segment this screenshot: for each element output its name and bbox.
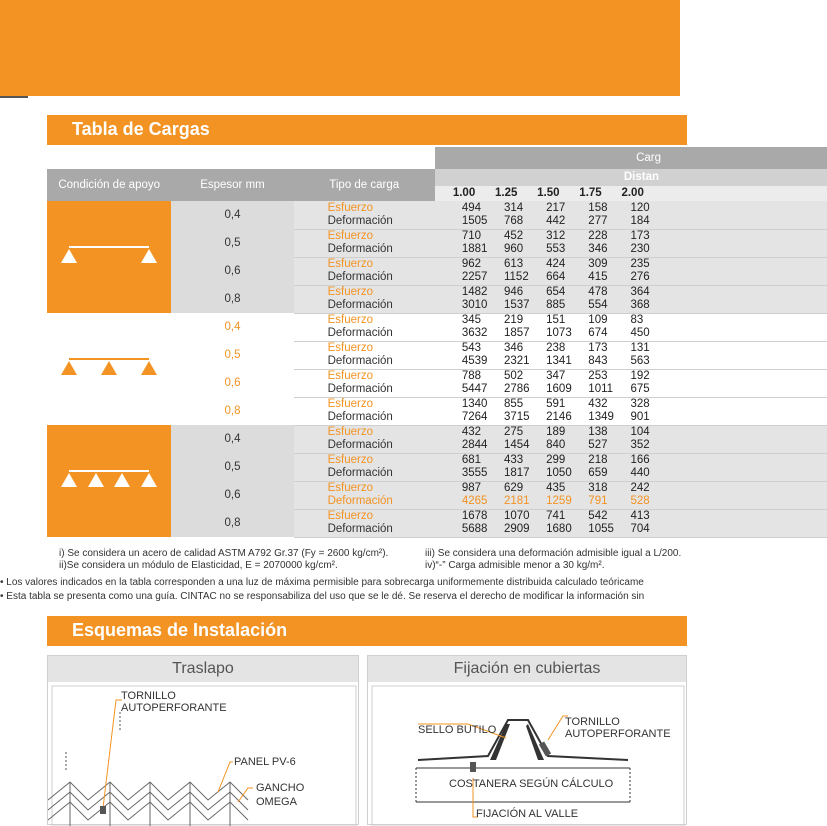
value-cell-overflow: [646, 453, 827, 467]
label-tornillo: TORNILLO: [121, 690, 176, 702]
value-cell: 158: [561, 201, 603, 215]
panel-title: Traslapo: [48, 656, 358, 682]
value-cell: 452: [477, 229, 519, 243]
tipo-carga-cell: Esfuerzo: [294, 201, 435, 215]
value-cell: 591: [519, 397, 561, 411]
value-cell-overflow: [646, 327, 827, 341]
tipo-carga-cell: Deformación: [294, 383, 435, 397]
value-cell: 173: [561, 341, 603, 355]
header-condicion: Condición de apoyo: [47, 169, 171, 201]
value-cell: 433: [477, 453, 519, 467]
value-cell: 2909: [477, 523, 519, 537]
value-cell: 235: [603, 257, 645, 271]
value-cell: 2257: [435, 271, 477, 285]
value-cell: 542: [561, 509, 603, 523]
table-row: [47, 425, 827, 439]
value-cell: 435: [519, 481, 561, 495]
value-cell: 791: [561, 495, 603, 509]
value-cell: 1454: [477, 439, 519, 453]
value-cell: 674: [561, 327, 603, 341]
value-cell-overflow: [646, 271, 827, 285]
espesor-cell: 0,5: [171, 229, 293, 257]
value-cell: 1678: [435, 509, 477, 523]
tipo-carga-cell: Esfuerzo: [294, 453, 435, 467]
span-header: 1.50: [519, 186, 561, 201]
header-tipo: Tipo de carga: [294, 169, 435, 201]
tipo-carga-cell: Esfuerzo: [294, 229, 435, 243]
value-cell: 2181: [477, 495, 519, 509]
value-cell: 901: [603, 411, 645, 425]
value-cell: 1857: [477, 327, 519, 341]
tipo-carga-cell: Esfuerzo: [294, 313, 435, 327]
bullet-note-2: • Esta tabla se presenta como una guía. CINTAC no se responsabiliza del uso que se le dé. Se reserva el derecho de modificar la información sin: [0, 591, 645, 602]
support-condition-cell: [47, 201, 171, 313]
value-cell: 432: [435, 425, 477, 439]
tipo-carga-cell: Deformación: [294, 495, 435, 509]
tipo-carga-cell: Deformación: [294, 215, 435, 229]
value-cell: 309: [561, 257, 603, 271]
tipo-carga-cell: Esfuerzo: [294, 509, 435, 523]
section-title: Esquemas de Instalación: [72, 620, 288, 640]
value-cell-overflow: [646, 481, 827, 495]
value-cell: 345: [435, 313, 477, 327]
tipo-carga-cell: Deformación: [294, 411, 435, 425]
value-cell: 502: [477, 369, 519, 383]
value-cell: 664: [519, 271, 561, 285]
value-cell: 494: [435, 201, 477, 215]
value-cell: 1011: [561, 383, 603, 397]
tipo-carga-cell: Deformación: [294, 523, 435, 537]
tipo-carga-cell: Deformación: [294, 243, 435, 257]
value-cell: 440: [603, 467, 645, 481]
value-cell: 1050: [519, 467, 561, 481]
value-cell: 478: [561, 285, 603, 299]
espesor-cell: 0,5: [171, 341, 293, 369]
value-cell-overflow: [646, 257, 827, 271]
tipo-carga-cell: Deformación: [294, 439, 435, 453]
value-cell-overflow: [646, 411, 827, 425]
espesor-cell: 0,6: [171, 369, 293, 397]
value-cell-overflow: [646, 439, 827, 453]
value-cell: 1881: [435, 243, 477, 257]
value-cell-overflow: [646, 215, 827, 229]
value-cell: 230: [603, 243, 645, 257]
value-cell: 413: [603, 509, 645, 523]
value-cell: 2146: [519, 411, 561, 425]
load-table: [47, 147, 827, 538]
value-cell: 1259: [519, 495, 561, 509]
value-cell: 4265: [435, 495, 477, 509]
value-cell: 173: [603, 229, 645, 243]
value-cell: 960: [477, 243, 519, 257]
value-cell: 2844: [435, 439, 477, 453]
note-1: i) Se considera un acero de calidad ASTM A792 Gr.37 (Fy = 2600 kg/cm²).: [59, 548, 389, 559]
label-panel: PANEL PV-6: [234, 756, 296, 768]
value-cell: 3715: [477, 411, 519, 425]
value-cell: 613: [477, 257, 519, 271]
value-cell: 192: [603, 369, 645, 383]
value-cell: 741: [519, 509, 561, 523]
value-cell: 1340: [435, 397, 477, 411]
value-cell: 768: [477, 215, 519, 229]
header-band: [0, 0, 680, 96]
value-cell: 346: [477, 341, 519, 355]
value-cell: 3010: [435, 299, 477, 313]
panel-title: Fijación en cubiertas: [368, 656, 686, 682]
section-title-bar: [47, 616, 687, 646]
bullet-notes: [0, 576, 645, 604]
value-cell-overflow: [646, 299, 827, 313]
value-cell: 368: [603, 299, 645, 313]
value-cell-overflow: [646, 495, 827, 509]
span-header-overflow: [646, 186, 827, 201]
four-supports-icon: [64, 482, 154, 494]
tipo-carga-cell: Deformación: [294, 299, 435, 313]
value-cell: 1055: [561, 523, 603, 537]
label-autoperforante: AUTOPERFORANTE: [121, 702, 227, 714]
value-cell: 843: [561, 355, 603, 369]
label-omega: OMEGA: [256, 796, 297, 808]
value-cell: 184: [603, 215, 645, 229]
value-cell: 675: [603, 383, 645, 397]
table-row: [47, 201, 827, 215]
panel-fijacion: [367, 655, 687, 825]
value-cell-overflow: [646, 523, 827, 537]
value-cell: 7264: [435, 411, 477, 425]
bullet-note-1: • Los valores indicados en la tabla corresponden a una luz de máxima permisible para sobrecarga uniformemente distribuida calculado teóricame: [0, 577, 644, 588]
value-cell: 217: [519, 201, 561, 215]
span-header: 1.00: [435, 186, 477, 201]
note-4: iv)“-” Carga admisible menor a 30 kg/m².: [425, 560, 605, 571]
value-cell-overflow: [646, 355, 827, 369]
value-cell: 527: [561, 439, 603, 453]
value-cell: 328: [603, 397, 645, 411]
value-cell: 1073: [519, 327, 561, 341]
tipo-carga-cell: Esfuerzo: [294, 341, 435, 355]
support-condition-cell: [47, 425, 171, 537]
value-cell: 563: [603, 355, 645, 369]
tipo-carga-cell: Deformación: [294, 327, 435, 341]
two-supports-icon: [64, 258, 154, 270]
value-cell: 83: [603, 313, 645, 327]
span-header: 1.25: [477, 186, 519, 201]
value-cell: 312: [519, 229, 561, 243]
value-cell: 166: [603, 453, 645, 467]
espesor-cell: 0,4: [171, 313, 293, 341]
divider: [0, 96, 28, 98]
espesor-cell: 0,4: [171, 201, 293, 229]
load-table-wrapper: [47, 147, 687, 547]
value-cell: 299: [519, 453, 561, 467]
value-cell-overflow: [646, 369, 827, 383]
three-supports-icon: [64, 370, 154, 382]
value-cell: 553: [519, 243, 561, 257]
label-costanera: COSTANERA SEGÚN CÁLCULO: [449, 778, 614, 790]
value-cell: 5688: [435, 523, 477, 537]
value-cell: 4539: [435, 355, 477, 369]
espesor-cell: 0,8: [171, 397, 293, 425]
value-cell: 109: [561, 313, 603, 327]
value-cell-overflow: [646, 313, 827, 327]
value-cell: 424: [519, 257, 561, 271]
value-cell: 228: [561, 229, 603, 243]
note-3: iii) Se considera una deformación admisible igual a L/200.: [425, 548, 682, 559]
espesor-cell: 0,6: [171, 481, 293, 509]
label-fijacion-valle: FIJACIÓN AL VALLE: [476, 808, 579, 820]
header-distancia-label: Distan: [623, 171, 659, 183]
label-sello: SELLO BUTILO: [418, 724, 497, 736]
note-2: ii)Se considera un módulo de Elasticidad, E = 2070000 kg/cm².: [59, 560, 338, 571]
value-cell: 131: [603, 341, 645, 355]
value-cell: 275: [477, 425, 519, 439]
value-cell: 788: [435, 369, 477, 383]
value-cell: 346: [561, 243, 603, 257]
value-cell: 1341: [519, 355, 561, 369]
value-cell-overflow: [646, 509, 827, 523]
tipo-carga-cell: Esfuerzo: [294, 425, 435, 439]
value-cell: 3555: [435, 467, 477, 481]
value-cell: 629: [477, 481, 519, 495]
value-cell: 318: [561, 481, 603, 495]
tipo-carga-cell: Esfuerzo: [294, 257, 435, 271]
value-cell: 352: [603, 439, 645, 453]
value-cell-overflow: [646, 397, 827, 411]
value-cell: 1609: [519, 383, 561, 397]
value-cell: 1070: [477, 509, 519, 523]
espesor-cell: 0,4: [171, 425, 293, 453]
value-cell: 2786: [477, 383, 519, 397]
label-autoperforante: AUTOPERFORANTE: [565, 728, 671, 740]
panel-traslapo: [47, 655, 359, 825]
value-cell: 2321: [477, 355, 519, 369]
value-cell-overflow: [646, 285, 827, 299]
section-title-bar: [47, 115, 687, 145]
tipo-carga-cell: Esfuerzo: [294, 481, 435, 495]
value-cell: 450: [603, 327, 645, 341]
value-cell: 120: [603, 201, 645, 215]
value-cell-overflow: [646, 425, 827, 439]
label-gancho: GANCHO: [256, 782, 305, 794]
tipo-carga-cell: Deformación: [294, 355, 435, 369]
value-cell: 659: [561, 467, 603, 481]
value-cell: 962: [435, 257, 477, 271]
value-cell: 1505: [435, 215, 477, 229]
value-cell: 1482: [435, 285, 477, 299]
value-cell: 3632: [435, 327, 477, 341]
value-cell: 347: [519, 369, 561, 383]
value-cell: 415: [561, 271, 603, 285]
value-cell: 710: [435, 229, 477, 243]
value-cell: 442: [519, 215, 561, 229]
header-espesor: Espesor mm: [171, 169, 293, 201]
value-cell: 238: [519, 341, 561, 355]
value-cell: 242: [603, 481, 645, 495]
value-cell: 654: [519, 285, 561, 299]
span-header: 2.00: [603, 186, 645, 201]
value-cell: 138: [561, 425, 603, 439]
value-cell-overflow: [646, 467, 827, 481]
value-cell: 840: [519, 439, 561, 453]
value-cell: 1152: [477, 271, 519, 285]
value-cell: 1537: [477, 299, 519, 313]
value-cell: 987: [435, 481, 477, 495]
tipo-carga-cell: Esfuerzo: [294, 369, 435, 383]
value-cell: 253: [561, 369, 603, 383]
value-cell: 885: [519, 299, 561, 313]
value-cell: 1817: [477, 467, 519, 481]
espesor-cell: 0,5: [171, 453, 293, 481]
value-cell: 104: [603, 425, 645, 439]
value-cell: 855: [477, 397, 519, 411]
value-cell: 543: [435, 341, 477, 355]
value-cell-overflow: [646, 243, 827, 257]
value-cell: 681: [435, 453, 477, 467]
fijacion-diagram: [368, 682, 688, 826]
value-cell: 277: [561, 215, 603, 229]
header-blank: [47, 147, 435, 169]
value-cell: 219: [477, 313, 519, 327]
value-cell: 528: [603, 495, 645, 509]
value-cell: 1349: [561, 411, 603, 425]
span-header: 1.75: [561, 186, 603, 201]
tipo-carga-cell: Esfuerzo: [294, 397, 435, 411]
header-cargas: [435, 147, 827, 169]
table-row: [47, 313, 827, 327]
tipo-carga-cell: Deformación: [294, 271, 435, 285]
value-cell-overflow: [646, 201, 827, 215]
section-title: Tabla de Cargas: [72, 119, 210, 139]
support-condition-cell: [47, 313, 171, 425]
value-cell: 1680: [519, 523, 561, 537]
label-tornillo: TORNILLO: [565, 716, 620, 728]
value-cell: 151: [519, 313, 561, 327]
value-cell: 554: [561, 299, 603, 313]
value-cell: 704: [603, 523, 645, 537]
tipo-carga-cell: Esfuerzo: [294, 285, 435, 299]
value-cell: 364: [603, 285, 645, 299]
header-cargas-label: Carg: [636, 151, 661, 164]
value-cell: 432: [561, 397, 603, 411]
espesor-cell: 0,6: [171, 257, 293, 285]
value-cell: 946: [477, 285, 519, 299]
tipo-carga-cell: Deformación: [294, 467, 435, 481]
value-cell-overflow: [646, 341, 827, 355]
value-cell: 189: [519, 425, 561, 439]
value-cell: 218: [561, 453, 603, 467]
value-cell: 314: [477, 201, 519, 215]
value-cell: 5447: [435, 383, 477, 397]
value-cell-overflow: [646, 229, 827, 243]
espesor-cell: 0,8: [171, 509, 293, 537]
header-distancia: [435, 169, 827, 186]
value-cell: 276: [603, 271, 645, 285]
value-cell-overflow: [646, 383, 827, 397]
espesor-cell: 0,8: [171, 285, 293, 313]
